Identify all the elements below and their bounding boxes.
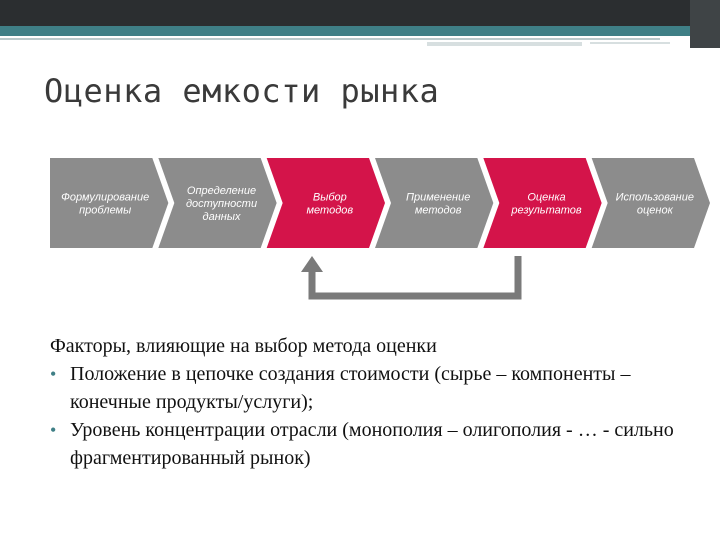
process-step-label-line: данных bbox=[202, 211, 241, 223]
factors-intro: Факторы, влияющие на выбор метода оценки bbox=[50, 335, 437, 357]
process-step-label-line: методов bbox=[414, 204, 462, 217]
bullet-text: Положение в цепочке создания стоимости (сырье – компоненты – конечные продукты/услуги); bbox=[70, 363, 631, 413]
process-step-label-line: доступности bbox=[185, 198, 258, 210]
feedback-arrow bbox=[312, 256, 518, 296]
process-step-label-line: Формулирование bbox=[61, 191, 150, 204]
process-step-label-line: Использование bbox=[615, 191, 694, 204]
process-step-label-line: Применение bbox=[406, 191, 471, 204]
slide-title: Оценка емкости рынка bbox=[44, 72, 440, 110]
process-step-label-line: методов bbox=[306, 204, 354, 217]
process-step-label-line: оценок bbox=[636, 204, 673, 217]
process-step-label-line: проблемы bbox=[79, 204, 132, 217]
bullet-icon: • bbox=[50, 364, 57, 384]
process-step-label-line: Выбор bbox=[312, 191, 347, 204]
bullet-text: Уровень концентрации отрасли (монополия – олигополия - … - сильно фрагментированный рынок) bbox=[70, 419, 674, 469]
process-step-label-line: результатов bbox=[511, 204, 582, 217]
bullet-item bbox=[50, 416, 690, 472]
feedback-arrow-head bbox=[301, 256, 323, 272]
body-text bbox=[50, 332, 690, 472]
process-step-label bbox=[406, 192, 470, 217]
bullet-icon: • bbox=[50, 420, 57, 440]
bullet-item bbox=[50, 360, 690, 416]
process-step-label-line: Оценка bbox=[527, 191, 566, 204]
process-step-label-line: Определение bbox=[186, 185, 257, 197]
process-step-label bbox=[307, 192, 354, 217]
